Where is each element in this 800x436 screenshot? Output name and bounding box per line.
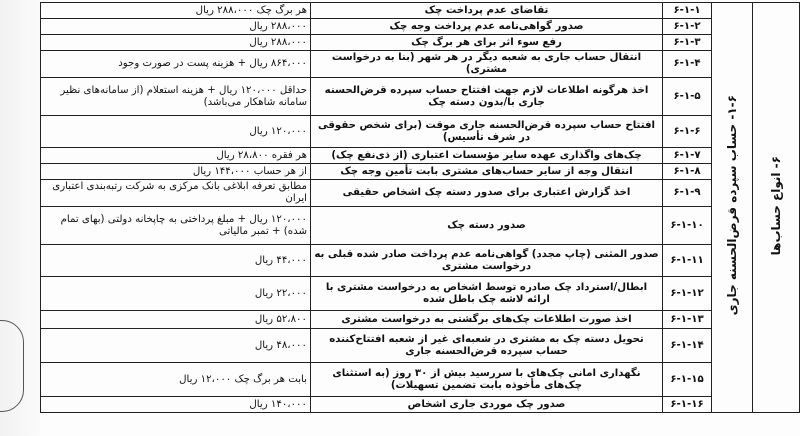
table-row bbox=[41, 363, 800, 397]
row-fee: ۴۸،۰۰۰ ریال bbox=[41, 329, 311, 363]
category-cell bbox=[753, 3, 800, 413]
row-code: ۶-۱-۷ bbox=[663, 148, 712, 164]
row-fee: ۸۶۴،۰۰۰ ریال + هزینه پست در صورت وجود bbox=[41, 51, 311, 78]
row-code: ۶-۱-۵ bbox=[663, 78, 712, 116]
row-service: صدور گواهی‌نامه عدم پرداخت وجه چک bbox=[311, 19, 663, 35]
row-service: تحویل دسته چک به مشتری در شعبه‌ای غیر از شعبه افتتاح‌کننده حساب سپرده قرض‌الحسنه جاری bbox=[311, 329, 663, 363]
row-fee: ۱۲۰،۰۰۰ ریال + مبلغ پرداختی به چاپخانه دولتی (بهای تمام شده) + تمبر مالیاتی bbox=[41, 207, 311, 245]
table-row bbox=[41, 35, 800, 51]
subcategory-label: ۱-۶- حساب سپرده قرض‌الحسنه جاری bbox=[725, 95, 739, 316]
row-service: صدور دسته چک bbox=[311, 207, 663, 245]
row-code: ۶-۱-۱۳ bbox=[663, 311, 712, 329]
row-service: اخذ صورت اطلاعات چک‌های برگشتی به درخواست مشتری bbox=[311, 311, 663, 329]
fee-table bbox=[40, 2, 800, 413]
row-service: افتتاح حساب سپرده قرض‌الحسنه جاری موقت (برای شخص حقوقی در شرف تأسیس) bbox=[311, 116, 663, 148]
row-code: ۶-۱-۲ bbox=[663, 19, 712, 35]
row-service: انتقال وجه از سایر حساب‌های مشتری بابت تأمین وجه چک bbox=[311, 164, 663, 180]
row-service: نگهداری امانی چک‌های با سررسید بیش از ۳۰ روز (به استثنای چک‌های مأخوذه بابت تضمین تسهیلات) bbox=[311, 363, 663, 397]
table-row bbox=[41, 19, 800, 35]
row-fee: هر برگ چک ۲۸۸،۰۰۰ ریال bbox=[41, 3, 311, 19]
row-service: صدور چک موردی جاری اشخاص bbox=[311, 397, 663, 413]
row-service: تقاضای عدم پرداخت چک bbox=[311, 3, 663, 19]
row-code: ۶-۱-۳ bbox=[663, 35, 712, 51]
row-service: انتقال حساب جاری به شعبه دیگر در هر شهر (بنا به درخواست مشتری) bbox=[311, 51, 663, 78]
row-fee: بابت هر برگ چک ۱۲،۰۰۰ ریال bbox=[41, 363, 311, 397]
row-service: صدور المثنی (چاپ مجدد) گواهی‌نامه عدم پرداخت صادر شده قبلی به درخواست مشتری bbox=[311, 245, 663, 277]
row-code: ۶-۱-۸ bbox=[663, 164, 712, 180]
table-row bbox=[41, 3, 800, 19]
row-service: اخذ هرگونه اطلاعات لازم جهت افتتاح حساب سپرده قرض‌الحسنه جاری با/بدون دسته چک bbox=[311, 78, 663, 116]
row-code: ۶-۱-۱۰ bbox=[663, 207, 712, 245]
row-code: ۶-۱-۱۱ bbox=[663, 245, 712, 277]
row-fee: ۲۸۸،۰۰۰ ریال bbox=[41, 19, 311, 35]
row-service: رفع سوء اثر برای هر برگ چک bbox=[311, 35, 663, 51]
table-row bbox=[41, 329, 800, 363]
row-service: چک‌های واگذاری عهده سایر مؤسسات اعتباری (از ذی‌نفع چک) bbox=[311, 148, 663, 164]
row-service: ابطال/استرداد چک صادره توسط اشخاص به درخواست مشتری با ارائه لاشه چک باطل شده bbox=[311, 277, 663, 311]
row-fee: ۲۸۸،۰۰۰ ریال bbox=[41, 35, 311, 51]
row-fee: ۴۴،۰۰۰ ریال bbox=[41, 245, 311, 277]
row-fee: ۱۲۰،۰۰۰ ریال bbox=[41, 116, 311, 148]
row-fee: از هر حساب ۱۴۴،۰۰۰ ریال bbox=[41, 164, 311, 180]
category-label: ۶- انواع حساب‌ها bbox=[769, 155, 783, 256]
table-row bbox=[41, 245, 800, 277]
row-fee: حداقل ۱۲۰،۰۰۰ ریال + هزینه استعلام (از سامانه‌های نظیر سامانه شاهکار می‌باشد) bbox=[41, 78, 311, 116]
row-code: ۶-۱-۹ bbox=[663, 180, 712, 207]
table-row bbox=[41, 148, 800, 164]
row-code: ۶-۱-۱۵ bbox=[663, 363, 712, 397]
table-row bbox=[41, 397, 800, 413]
table-row bbox=[41, 277, 800, 311]
row-service: اخذ گزارش اعتباری برای صدور دسته چک اشخاص حقیقی bbox=[311, 180, 663, 207]
table-row bbox=[41, 78, 800, 116]
row-fee: ۵۲،۸۰۰ ریال bbox=[41, 311, 311, 329]
row-code: ۶-۱-۱۲ bbox=[663, 277, 712, 311]
table-row bbox=[41, 180, 800, 207]
table-row bbox=[41, 311, 800, 329]
stamp-seal bbox=[0, 320, 24, 412]
row-fee: ۲۲،۰۰۰ ریال bbox=[41, 277, 311, 311]
row-code: ۶-۱-۱۶ bbox=[663, 397, 712, 413]
row-code: ۶-۱-۶ bbox=[663, 116, 712, 148]
scan-margin bbox=[0, 0, 40, 436]
subcategory-cell bbox=[712, 3, 753, 413]
table-row bbox=[41, 164, 800, 180]
row-fee: ۱۴۰،۰۰۰ ریال bbox=[41, 397, 311, 413]
row-code: ۶-۱-۱۴ bbox=[663, 329, 712, 363]
table-row bbox=[41, 116, 800, 148]
table-row bbox=[41, 207, 800, 245]
table-row bbox=[41, 51, 800, 78]
row-code: ۶-۱-۴ bbox=[663, 51, 712, 78]
row-fee: هر فقره ۲۸،۸۰۰ ریال bbox=[41, 148, 311, 164]
row-fee: مطابق تعرفه ابلاغی بانک مرکزی به شرکت رتبه‌بندی اعتباری ایران bbox=[41, 180, 311, 207]
row-code: ۶-۱-۱ bbox=[663, 3, 712, 19]
